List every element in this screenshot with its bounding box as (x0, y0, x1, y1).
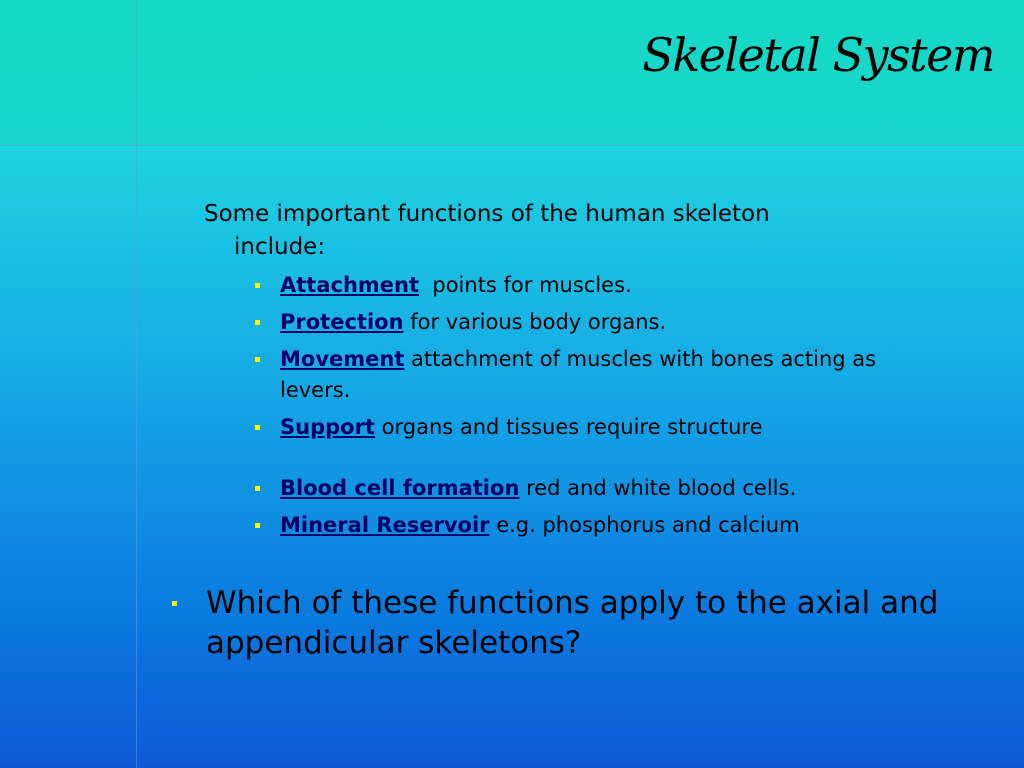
term-mineral-reservoir: Mineral Reservoir (280, 513, 490, 537)
question-text: Which of these functions apply to the axial and appendicular skeletons? (206, 585, 939, 661)
bullet-icon (255, 283, 260, 288)
intro-line-1: Some important functions of the human skeleton (204, 201, 770, 227)
term-movement: Movement (280, 347, 405, 371)
list-item-protection (252, 307, 952, 338)
desc-protection: for various body organs. (403, 310, 667, 334)
bullet-icon (255, 320, 260, 325)
horizontal-guide-line (0, 145, 1024, 146)
bullet-icon (255, 523, 260, 528)
vertical-guide-line (136, 0, 137, 768)
desc-movement: attachment of muscles with bones acting as levers. (280, 347, 877, 402)
bullet-icon (255, 425, 260, 430)
list-item-attachment (252, 270, 952, 301)
bullet-icon (255, 357, 260, 362)
term-protection: Protection (280, 310, 404, 334)
term-blood-cell-formation: Blood cell formation (280, 476, 520, 500)
intro-line-2: include: (234, 234, 326, 260)
desc-mineral-reservoir: e.g. phosphorus and calcium (489, 513, 800, 537)
bullet-icon (255, 486, 260, 491)
list-item-movement (252, 344, 952, 406)
desc-support: organs and tissues require structure (374, 415, 763, 439)
bullet-icon (172, 601, 177, 606)
list-item-blood-cell-formation (252, 473, 952, 504)
list-item-mineral-reservoir (252, 510, 952, 541)
question-item (170, 583, 996, 663)
term-support: Support (280, 415, 375, 439)
list-item-support (252, 412, 952, 443)
function-list (252, 270, 952, 547)
slide-title: Skeletal System (642, 28, 994, 82)
desc-blood-cell-formation: red and white blood cells. (519, 476, 797, 500)
desc-attachment: points for muscles. (419, 273, 632, 297)
term-attachment: Attachment (280, 273, 420, 297)
intro-text (204, 198, 904, 264)
